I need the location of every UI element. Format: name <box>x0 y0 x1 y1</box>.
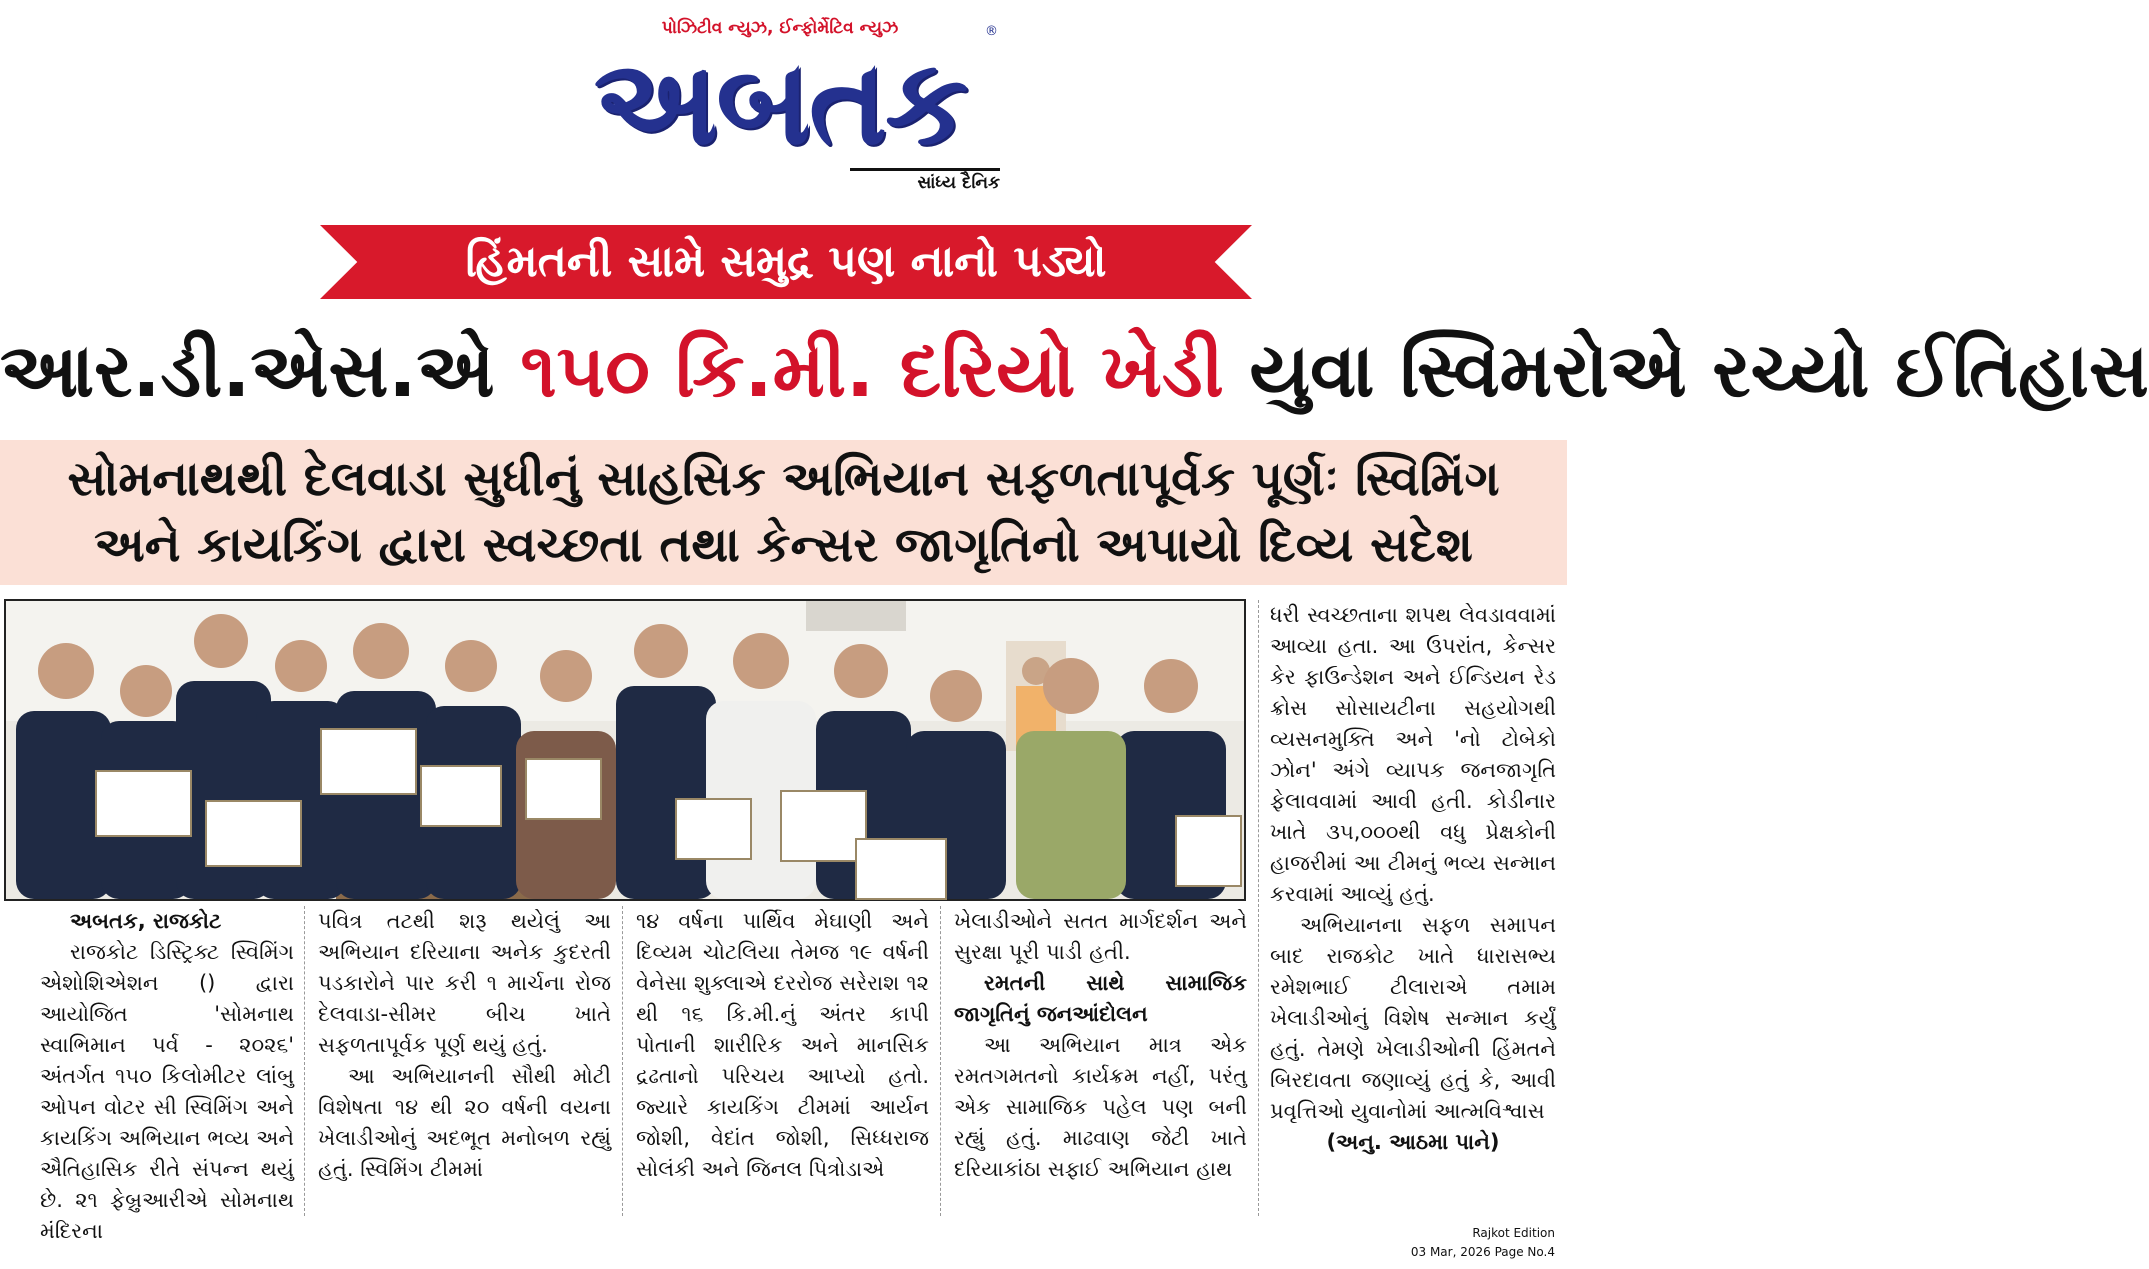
article-subheading: રમતની સાથે સામાજિક જાગૃતિનું જનઆંદોલન <box>954 971 1247 1026</box>
headline <box>0 306 2149 436</box>
registered-mark: ® <box>985 24 998 39</box>
masthead-tagline: પોઝિટીવ ન્યુઝ, ઈન્ફોર્મેટિવ ન્યુઝ <box>661 18 899 38</box>
article-column-3 <box>636 906 929 1185</box>
article-column-4 <box>954 906 1247 1185</box>
article-paragraph: અભિયાનના સફળ સમાપન બાદ રાજકોટ ખાતે ધારાસભ્ય રમેશભાઈ ટીલારાએ તમામ ખેલાડીઓનું વિશેષ સન્માન કર્યું હતું. તેમણે ખેલાડીઓની હિંમતને બિરદાવતા જણાવ્યું હતું કે, આવી પ્રવૃત્તિઓ યુવાનોમાં આત્મવિશ્વાસ <box>1270 913 1556 1123</box>
article-byline: અબતક, રાજકોટ <box>70 909 222 933</box>
headline-part1: આર.ડી.એસ.એ <box>0 328 521 414</box>
article-paragraph: આ અભિયાન માત્ર એક રમતગમતનો કાર્યક્રમ નહીં, પરંતુ એક સામાજિક પહેલ પણ બની રહ્યું હતું. માઢવાણ જેટી ખાતે દરિયાકાંઠા સફાઈ અભિયાન હાથ <box>954 1033 1247 1181</box>
article-paragraph: ધરી સ્વચ્છતાના શપથ લેવડાવવામાં આવ્યા હતા. આ ઉપરાંત, કેન્સર કેર ફાઉન્ડેશન અને ઈન્ડિયન રેડ ક્રોસ સોસાયટીના સહયોગથી વ્યસનમુક્તિ અને 'નો ટોબેકો ઝોન' અંગે વ્યાપક જનજાગૃતિ ફેલાવવામાં આવી હતી. કોડીનાર ખાતે ૩૫,૦૦૦થી વધુ પ્રેક્ષકોની હાજરીમાં આ ટીમનું ભવ્ય સન્માન કરવામાં આવ્યું હતું. <box>1270 603 1556 906</box>
article-paragraph: આ અભિયાનની સૌથી મોટી વિશેષતા ૧૪ થી ૨૦ વર્ષની વયના ખેલાડીઓનું અદભૂત મનોબળ રહ્યું હતું. સ્વિમિંગ ટીમમાં <box>318 1064 611 1181</box>
date-page-label: 03 Mar, 2026 Page No.4 <box>1410 1245 1555 1259</box>
headline-part2: યુવા સ્વિમરોએ રચ્યો ઈતિહાસ <box>1223 328 2149 414</box>
kicker-text: હિંમતની સામે સમુદ્ર પણ નાનો પડ્યો <box>465 236 1107 287</box>
kicker-banner <box>320 225 1252 299</box>
masthead <box>0 0 1573 215</box>
continued-note: (અનુ. આઠમા પાને) <box>1326 1130 1500 1154</box>
subheadline <box>0 440 1567 585</box>
edition-type: સાંધ્ય દૈનિક <box>850 168 1000 195</box>
column-divider <box>304 906 305 1216</box>
column-divider <box>1258 600 1259 1216</box>
article-paragraph: પવિત્ર તટથી શરૂ થયેલું આ અભિયાન દરિયાના અનેક કુદરતી પડકારોને પાર કરી ૧ માર્ચના રોજ દેલવાડા-સીમર બીચ ખાતે સફળતાપૂર્વક પૂર્ણ થયું હતું. <box>318 909 611 1057</box>
group-photo-illustration <box>6 601 1244 899</box>
article-paragraph: રાજકોટ ડિસ્ટ્રિક્ટ સ્વિમિંગ એશોશિએશન () દ્વારા આયોજિત 'સોમનાથ સ્વાભિમાન પર્વ - ૨૦૨૬' અંતર્ગત ૧૫૦ કિલોમીટર લાંબુ ઓપન વોટર સી સ્વિમિંગ અને કાયકિંગ અભિયાન ભવ્ય અને ઐતિહાસિક રીતે સંપન્ન થયું છે. ૨૧ ફેબ્રુઆરીએ સોમનાથ મંદિરના <box>40 940 294 1243</box>
article-paragraph: ખેલાડીઓને સતત માર્ગદર્શન અને સુરક્ષા પૂરી પાડી હતી. <box>954 909 1247 964</box>
headline-highlight: ૧૫૦ કિ.મી. દરિયો ખેડી <box>520 328 1224 414</box>
column-divider <box>940 906 941 1216</box>
subheadline-line1: સોમનાથથી દેલવાડા સુધીનું સાહસિક અભિયાન સફળતાપૂર્વક પૂર્ણઃ સ્વિમિંગ <box>67 451 1500 507</box>
article-column-2 <box>318 906 611 1185</box>
subheadline-line2: અને કાયકિંગ દ્વારા સ્વચ્છતા તથા કેન્સર જાગૃતિનો અપાયો દિવ્ય સદેશ <box>94 517 1473 573</box>
group-photo <box>4 599 1246 901</box>
edition-label: Rajkot Edition <box>1472 1226 1555 1240</box>
newspaper-logo: અબતક <box>593 33 967 171</box>
article-column-1 <box>40 906 294 1247</box>
page-footer <box>1411 1224 1555 1262</box>
article-paragraph: ૧૪ વર્ષના પાર્થિવ મેઘાણી અને દિવ્યમ ચોટલિયા તેમજ ૧૯ વર્ષની વેનેસા શુક્લાએ દરરોજ સરેરાશ ૧૨ થી ૧૬ કિ.મી.નું અંતર કાપી પોતાની શારીરિક અને માનસિક દ્રઢતાનો પરિચય આપ્યો હતો. જ્યારે કાયકિંગ ટીમમાં આર્યન જોશી, વેદાંત જોશી, સિધ્ધરાજ સોલંકી અને જિનલ પિત્રોડાએ <box>636 909 929 1181</box>
column-divider <box>622 906 623 1216</box>
article-column-5 <box>1270 600 1556 1158</box>
